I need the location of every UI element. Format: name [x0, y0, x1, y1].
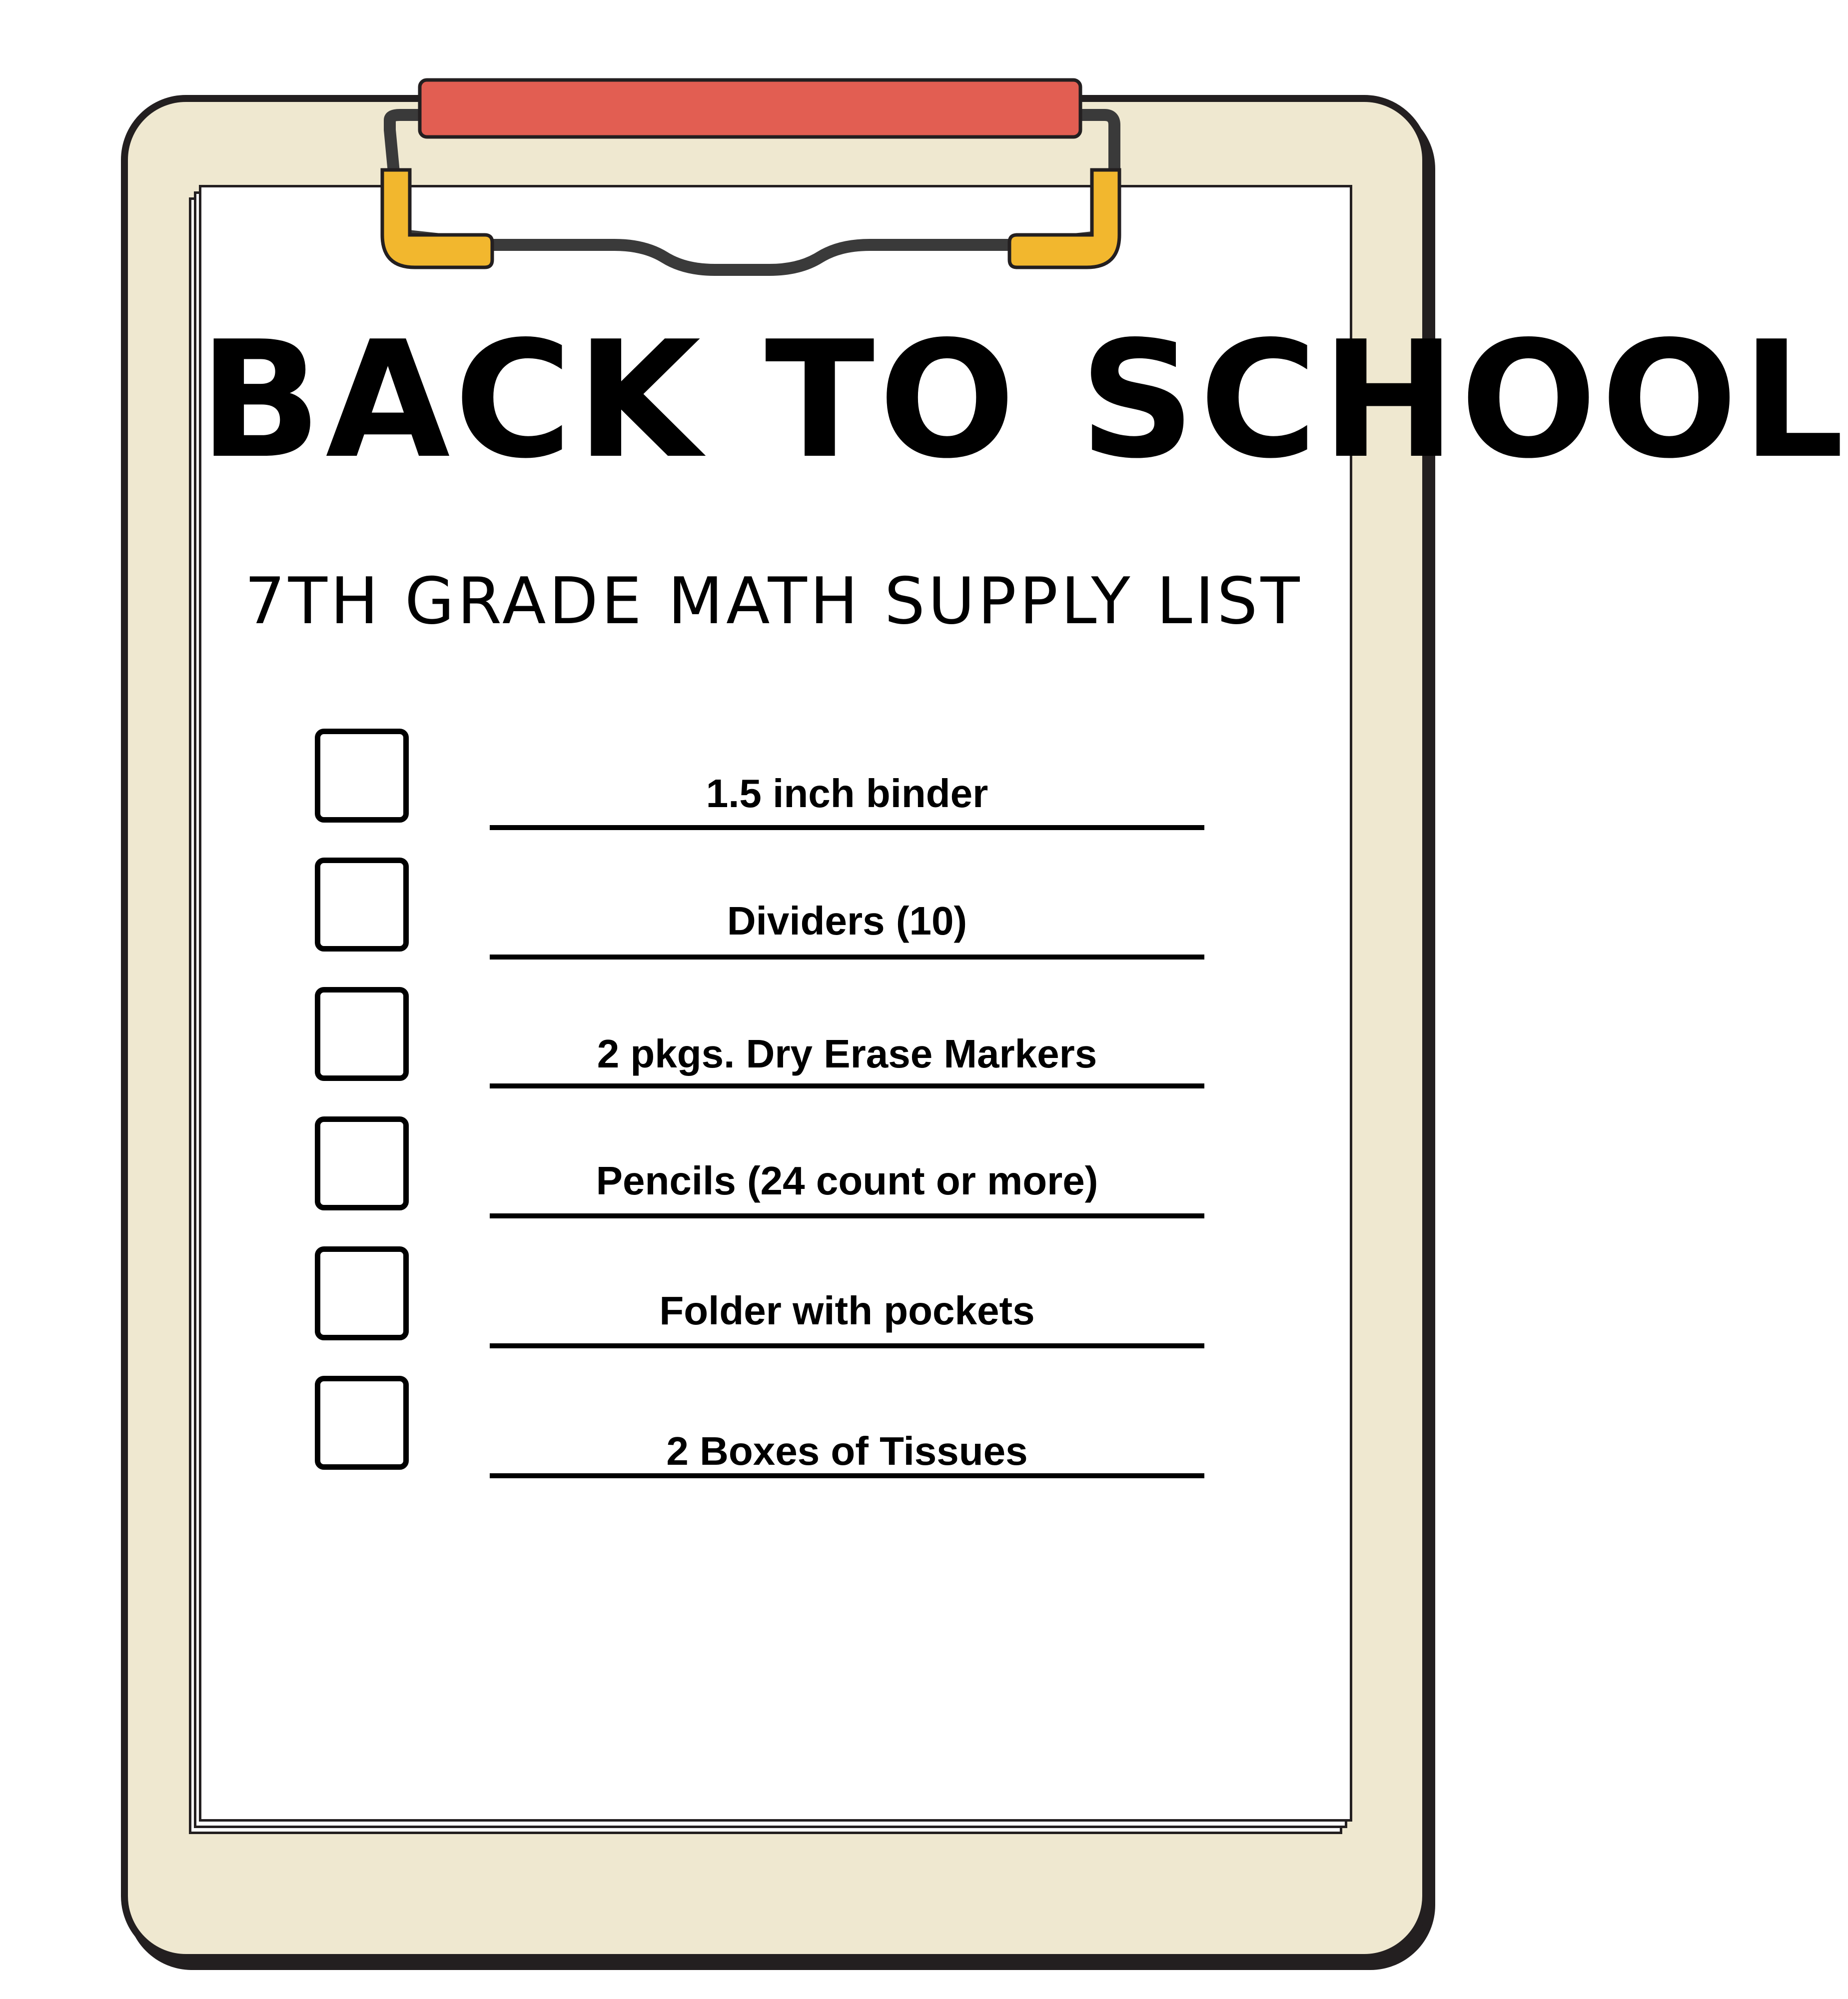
item-underline: [490, 1473, 1204, 1478]
item-underline: [490, 1083, 1204, 1088]
item-checkbox[interactable]: [315, 729, 409, 823]
item-label: Pencils (24 count or more): [596, 1158, 1098, 1203]
item-checkbox[interactable]: [315, 858, 409, 952]
item-underline: [490, 825, 1204, 830]
item-checkbox[interactable]: [315, 1246, 409, 1340]
item-label: Dividers (10): [727, 899, 967, 943]
item-underline: [490, 955, 1204, 960]
item-checkbox[interactable]: [315, 987, 409, 1081]
item-checkbox[interactable]: [315, 1376, 409, 1470]
item-underline: [490, 1343, 1204, 1348]
item-label: 2 pkgs. Dry Erase Markers: [597, 1031, 1097, 1076]
item-checkbox[interactable]: [315, 1116, 409, 1210]
item-label: 2 Boxes of Tissues: [666, 1429, 1028, 1473]
page-subtitle: 7TH GRADE MATH SUPPLY LIST: [244, 564, 1303, 639]
item-underline: [490, 1213, 1204, 1218]
item-label: Folder with pockets: [659, 1288, 1035, 1333]
item-label: 1.5 inch binder: [706, 771, 988, 816]
clipboard-clip-icon: [0, 0, 1545, 310]
page-title: BACK TO SCHOOL: [199, 306, 1848, 494]
